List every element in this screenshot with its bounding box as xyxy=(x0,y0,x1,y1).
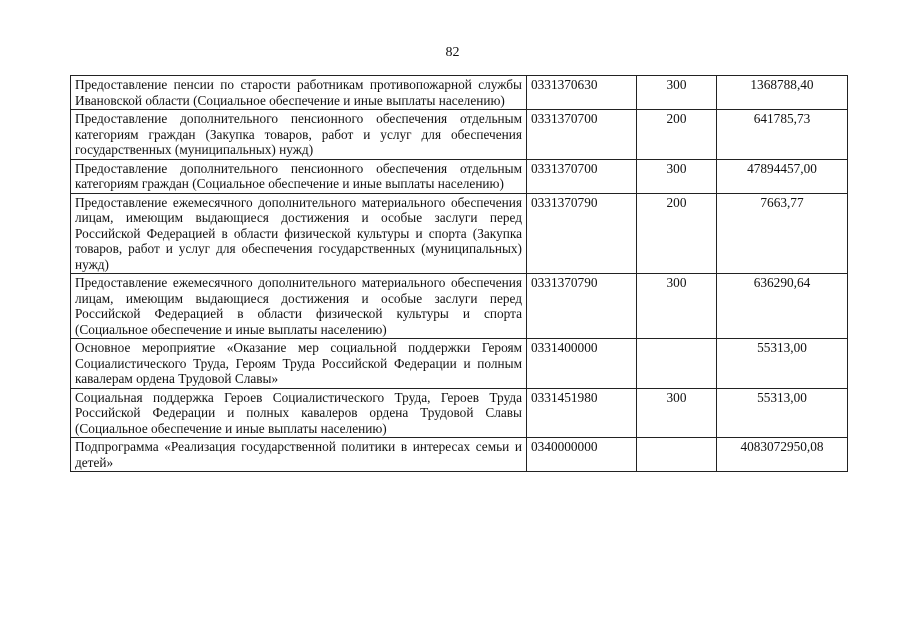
target-article-code: 0331451980 xyxy=(527,388,637,438)
expense-type-code: 300 xyxy=(637,388,717,438)
expense-type-code: 200 xyxy=(637,110,717,160)
row-description: Предоставление ежемесячного дополнительного материального обеспечения лицам, имеющим выдающиеся достижения и особые заслуги перед Российской Федерацией в области физической культуры и спорта (Закупка товаров, работ и услуг для обеспечения государственных (муниципальных) нужд) xyxy=(71,193,527,274)
table-row xyxy=(71,274,848,339)
row-description: Предоставление пенсии по старости работникам противопожарной службы Ивановской области (Социальное обеспечение и иные выплаты населению) xyxy=(71,76,527,110)
table-row xyxy=(71,110,848,160)
table-row xyxy=(71,339,848,389)
amount-value: 641785,73 xyxy=(717,110,848,160)
target-article-code: 0331370630 xyxy=(527,76,637,110)
row-description: Предоставление дополнительного пенсионного обеспечения отдельным категориям граждан (Социальное обеспечение и иные выплаты населению) xyxy=(71,159,527,193)
amount-value: 636290,64 xyxy=(717,274,848,339)
table-row xyxy=(71,76,848,110)
target-article-code: 0331370700 xyxy=(527,159,637,193)
table-row xyxy=(71,193,848,274)
target-article-code: 0340000000 xyxy=(527,438,637,472)
row-description: Социальная поддержка Героев Социалистического Труда, Героев Труда Российской Федерации и полных кавалеров ордена Трудовой Славы (Социальное обеспечение и иные выплаты населению) xyxy=(71,388,527,438)
row-description: Предоставление ежемесячного дополнительного материального обеспечения лицам, имеющим выдающиеся достижения и особые заслуги перед Российской Федерацией в области физической культуры и спорта (Социальное обеспечение и иные выплаты населению) xyxy=(71,274,527,339)
target-article-code: 0331370790 xyxy=(527,274,637,339)
row-description: Подпрограмма «Реализация государственной политики в интересах семьи и детей» xyxy=(71,438,527,472)
target-article-code: 0331370790 xyxy=(527,193,637,274)
expense-type-code xyxy=(637,438,717,472)
row-description: Основное мероприятие «Оказание мер социальной поддержки Героям Социалистического Труда, Героям Труда Российской Федерации и полным кавалерам ордена Трудовой Славы» xyxy=(71,339,527,389)
amount-value: 7663,77 xyxy=(717,193,848,274)
expense-type-code: 300 xyxy=(637,159,717,193)
expense-type-code: 300 xyxy=(637,76,717,110)
expense-type-code xyxy=(637,339,717,389)
target-article-code: 0331400000 xyxy=(527,339,637,389)
amount-value: 47894457,00 xyxy=(717,159,848,193)
table-row xyxy=(71,388,848,438)
row-description: Предоставление дополнительного пенсионного обеспечения отдельным категориям граждан (Закупка товаров, работ и услуг для обеспечения государственных (муниципальных) нужд) xyxy=(71,110,527,160)
table-row xyxy=(71,159,848,193)
expense-type-code: 300 xyxy=(637,274,717,339)
table-row xyxy=(71,438,848,472)
expense-type-code: 200 xyxy=(637,193,717,274)
target-article-code: 0331370700 xyxy=(527,110,637,160)
amount-value: 55313,00 xyxy=(717,388,848,438)
budget-table xyxy=(70,75,848,472)
amount-value: 1368788,40 xyxy=(717,76,848,110)
amount-value: 55313,00 xyxy=(717,339,848,389)
page-number: 82 xyxy=(445,45,460,60)
amount-value: 4083072950,08 xyxy=(717,438,848,472)
